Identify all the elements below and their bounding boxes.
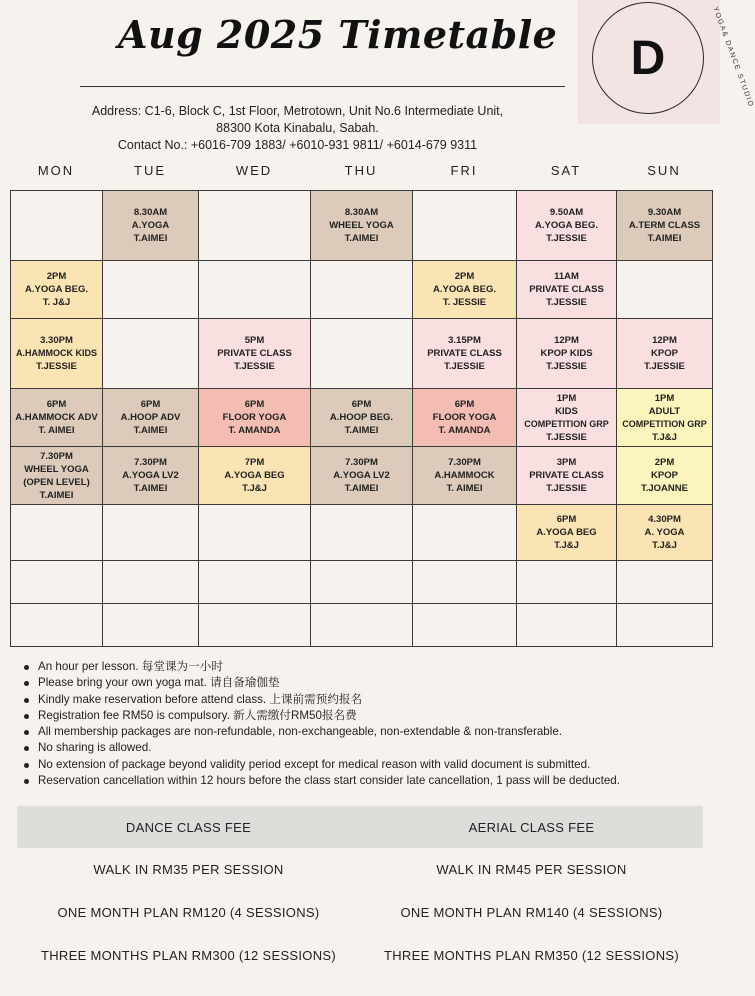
class-slot [11, 447, 103, 505]
rule-item: Registration fee RM50 is compulsory. 新人需缴付RM50报名费 [22, 708, 712, 724]
class-teacher: T.AIMEI [133, 483, 168, 494]
class-time: 7.30PM [134, 457, 167, 468]
class-time: 7.30PM [40, 450, 73, 462]
day-label: MON [37, 163, 75, 178]
class-slot [617, 447, 713, 505]
class-name: KPOP KIDS [540, 348, 593, 359]
class-slot [11, 319, 103, 389]
class-rules-list [22, 659, 712, 789]
timetable-row [11, 604, 713, 647]
empty-slot [311, 261, 413, 319]
class-time: 11AM [554, 271, 579, 282]
class-name: (OPEN LEVEL) [23, 476, 90, 488]
empty-slot [103, 319, 199, 389]
class-slot [617, 319, 713, 389]
class-teacher: T.AIMEI [133, 425, 168, 436]
day-label: TUE [134, 163, 166, 178]
empty-slot [311, 561, 413, 604]
class-time: 3.15PM [448, 335, 481, 346]
class-name: A.YOGA BEG [536, 527, 597, 538]
class-time: 9.50AM [549, 207, 584, 218]
title-underline [80, 86, 565, 87]
weekday-header [10, 163, 712, 178]
class-name: PRIVATE CLASS [529, 470, 604, 481]
empty-slot [11, 505, 103, 561]
aerial-fee-item: THREE MONTHS PLAN RM350 (12 SESSIONS) [384, 948, 679, 963]
page-title: Aug 2025 Timetable [118, 12, 558, 57]
class-name: A.HAMMOCK ADV [15, 412, 98, 423]
class-teacher: T.AIMEI [39, 489, 74, 501]
class-slot [413, 389, 517, 447]
logo-letter: D [630, 31, 666, 85]
class-slot [413, 319, 517, 389]
class-teacher: T.J&J [242, 483, 267, 494]
empty-slot [11, 191, 103, 261]
class-name: COMPETITION GRP [524, 418, 609, 429]
class-teacher: T.JESSIE [644, 361, 685, 372]
class-teacher: T.J&J [652, 540, 677, 551]
timetable-row [11, 447, 713, 505]
class-time: 8.30AM [133, 207, 168, 218]
class-time: 2PM [46, 271, 67, 282]
class-teacher: T.JESSIE [546, 431, 587, 443]
timetable-grid [10, 190, 713, 647]
timetable-row [11, 561, 713, 604]
day-label: SAT [550, 163, 582, 178]
class-name: PRIVATE CLASS [427, 348, 502, 359]
class-name: A.HAMMOCK [434, 470, 495, 481]
class-name: KPOP [651, 348, 678, 359]
empty-slot [199, 604, 311, 647]
empty-slot [199, 261, 311, 319]
empty-slot [311, 604, 413, 647]
empty-slot [103, 561, 199, 604]
class-time: 2PM [654, 457, 675, 468]
class-name: FLOOR YOGA [432, 412, 497, 423]
rule-item: An hour per lesson. 每堂课为一小时 [22, 659, 712, 675]
empty-slot [199, 191, 311, 261]
empty-slot [199, 561, 311, 604]
class-name: PRIVATE CLASS [529, 284, 604, 295]
class-teacher: T.JESSIE [546, 297, 587, 308]
class-time: 6PM [351, 399, 372, 410]
class-slot [517, 261, 617, 319]
empty-slot [103, 261, 199, 319]
timetable-row [11, 505, 713, 561]
class-name: COMPETITION GRP [622, 418, 707, 429]
logo-tagline: YOGA& DANCE STUDIO [711, 6, 755, 109]
class-teacher: T.JESSIE [444, 361, 485, 372]
class-teacher: T.AIMEI [344, 483, 379, 494]
class-teacher: T.JESSIE [546, 361, 587, 372]
empty-slot [413, 191, 517, 261]
class-teacher: T.AIMEI [133, 233, 168, 244]
class-slot [413, 261, 517, 319]
class-time: 3PM [556, 457, 577, 468]
timetable-row [11, 191, 713, 261]
aerial-fee-item: WALK IN RM45 PER SESSION [436, 862, 627, 877]
empty-slot [413, 505, 517, 561]
class-time: 7.30PM [448, 457, 481, 468]
class-name: A.YOGA BEG. [535, 220, 598, 231]
class-name: KPOP [651, 470, 678, 481]
empty-slot [199, 505, 311, 561]
class-time: 6PM [46, 399, 67, 410]
day-label: FRI [450, 163, 478, 178]
rule-item: No extension of package beyond validity period except for medical reason with valid document is submitted. [22, 757, 712, 773]
class-slot [199, 389, 311, 447]
class-name: A.YOGA BEG [224, 470, 285, 481]
timetable-row [11, 319, 713, 389]
fee-row [17, 948, 703, 963]
empty-slot [103, 505, 199, 561]
class-time: 5PM [244, 335, 265, 346]
class-teacher: T. AMANDA [438, 425, 491, 436]
class-name: A. YOGA [644, 527, 685, 538]
class-slot [103, 389, 199, 447]
class-teacher: T. AIMEI [446, 483, 483, 494]
aerial-fee-item: ONE MONTH PLAN RM140 (4 SESSIONS) [400, 905, 663, 920]
class-time: 7.30PM [345, 457, 378, 468]
class-name: A.HAMMOCK KIDS [16, 348, 97, 358]
address-line-2: 88300 Kota Kinabalu, Sabah. [216, 121, 379, 135]
class-name: A.YOGA LV2 [122, 470, 179, 481]
class-slot [199, 319, 311, 389]
class-teacher: T.JESSIE [36, 361, 77, 372]
class-time: 12PM [652, 335, 677, 346]
class-time: 12PM [554, 335, 579, 346]
class-time: 7PM [244, 457, 265, 468]
class-teacher: T. J&J [42, 297, 71, 308]
class-slot [413, 447, 517, 505]
class-time: 6PM [244, 399, 265, 410]
day-label: SUN [647, 163, 681, 178]
class-slot [11, 261, 103, 319]
class-name: A.YOGA BEG. [25, 284, 88, 295]
aerial-fee-header: AERIAL CLASS FEE [468, 819, 595, 835]
class-name: A.HOOP ADV [120, 412, 181, 423]
class-teacher: T.AIMEI [647, 233, 682, 244]
class-teacher: T.JESSIE [546, 483, 587, 494]
class-slot [517, 447, 617, 505]
class-teacher: T.J&J [652, 431, 677, 443]
class-name: FLOOR YOGA [222, 412, 287, 423]
class-name: WHEEL YOGA [329, 220, 394, 231]
timetable-row [11, 389, 713, 447]
class-time: 1PM [654, 392, 675, 404]
class-name: A.YOGA BEG. [433, 284, 496, 295]
class-time: 2PM [454, 271, 475, 282]
rule-item: Please bring your own yoga mat. 请自备瑜伽垫 [22, 675, 712, 691]
class-teacher: T.JOANNE [641, 483, 688, 494]
class-teacher: T.AIMEI [344, 233, 379, 244]
dance-fee-item: ONE MONTH PLAN RM120 (4 SESSIONS) [57, 905, 320, 920]
empty-slot [413, 604, 517, 647]
class-name: A.TERM CLASS [628, 220, 701, 231]
timetable-row [11, 261, 713, 319]
address-line-1: Address: C1-6, Block C, 1st Floor, Metrotown, Unit No.6 Intermediate Unit, [91, 104, 504, 118]
class-slot [517, 505, 617, 561]
class-name: A.HOOP BEG. [329, 412, 394, 423]
logo-circle [592, 2, 704, 114]
class-time: 6PM [454, 399, 475, 410]
studio-address-block [0, 103, 595, 154]
rule-item: Kindly make reservation before attend class. 上课前需预约报名 [22, 692, 712, 708]
class-slot [517, 191, 617, 261]
empty-slot [617, 561, 713, 604]
class-teacher: T.JESSIE [546, 233, 587, 244]
class-slot [311, 389, 413, 447]
rule-item: Reservation cancellation within 12 hours before the class start consider late cancellation, 1 pass will be deducted. [22, 773, 712, 789]
dance-fee-item: THREE MONTHS PLAN RM300 (12 SESSIONS) [41, 948, 336, 963]
class-slot [311, 447, 413, 505]
class-slot [617, 505, 713, 561]
class-name: PRIVATE CLASS [217, 348, 292, 359]
empty-slot [413, 561, 517, 604]
class-slot [311, 191, 413, 261]
fee-table-header [17, 806, 703, 848]
class-name: A.YOGA [131, 220, 170, 231]
class-slot [11, 389, 103, 447]
class-time: 1PM [556, 392, 577, 404]
class-name: KIDS [555, 405, 578, 417]
contact-numbers: Contact No.: +6016-709 1883/ +6010-931 9811/ +6014-679 9311 [117, 138, 478, 152]
class-name: WHEEL YOGA [24, 463, 89, 475]
class-teacher: T.AIMEI [344, 425, 379, 436]
class-slot [617, 389, 713, 447]
empty-slot [617, 261, 713, 319]
fee-row [17, 905, 703, 920]
dance-fee-header: DANCE CLASS FEE [125, 819, 252, 835]
empty-slot [311, 505, 413, 561]
class-teacher: T.JESSIE [234, 361, 275, 372]
rule-item: All membership packages are non-refundable, non-exchangeable, non-extendable & non-transferable. [22, 724, 712, 740]
empty-slot [617, 604, 713, 647]
empty-slot [11, 604, 103, 647]
class-teacher: T. AIMEI [38, 425, 75, 436]
class-slot [617, 191, 713, 261]
empty-slot [11, 561, 103, 604]
day-label: WED [235, 163, 273, 178]
fee-row [17, 862, 703, 877]
class-time: 4.30PM [648, 514, 681, 525]
class-time: 3.30PM [40, 335, 73, 346]
class-slot [199, 447, 311, 505]
class-time: 9.30AM [647, 207, 682, 218]
class-teacher: T. AMANDA [228, 425, 281, 436]
empty-slot [311, 319, 413, 389]
class-name: A.YOGA LV2 [333, 470, 390, 481]
empty-slot [517, 561, 617, 604]
class-slot [517, 389, 617, 447]
class-time: 6PM [140, 399, 161, 410]
class-time: 8.30AM [344, 207, 379, 218]
studio-logo [578, 0, 755, 124]
dance-fee-item: WALK IN RM35 PER SESSION [93, 862, 284, 877]
empty-slot [103, 604, 199, 647]
class-slot [517, 319, 617, 389]
class-teacher: T.J&J [554, 540, 579, 551]
day-label: THU [344, 163, 378, 178]
class-name: ADULT [648, 405, 681, 417]
rule-item: No sharing is allowed. [22, 740, 712, 756]
class-time: 6PM [556, 514, 577, 525]
class-slot [103, 447, 199, 505]
class-slot [103, 191, 199, 261]
class-teacher: T. JESSIE [442, 297, 487, 308]
empty-slot [517, 604, 617, 647]
